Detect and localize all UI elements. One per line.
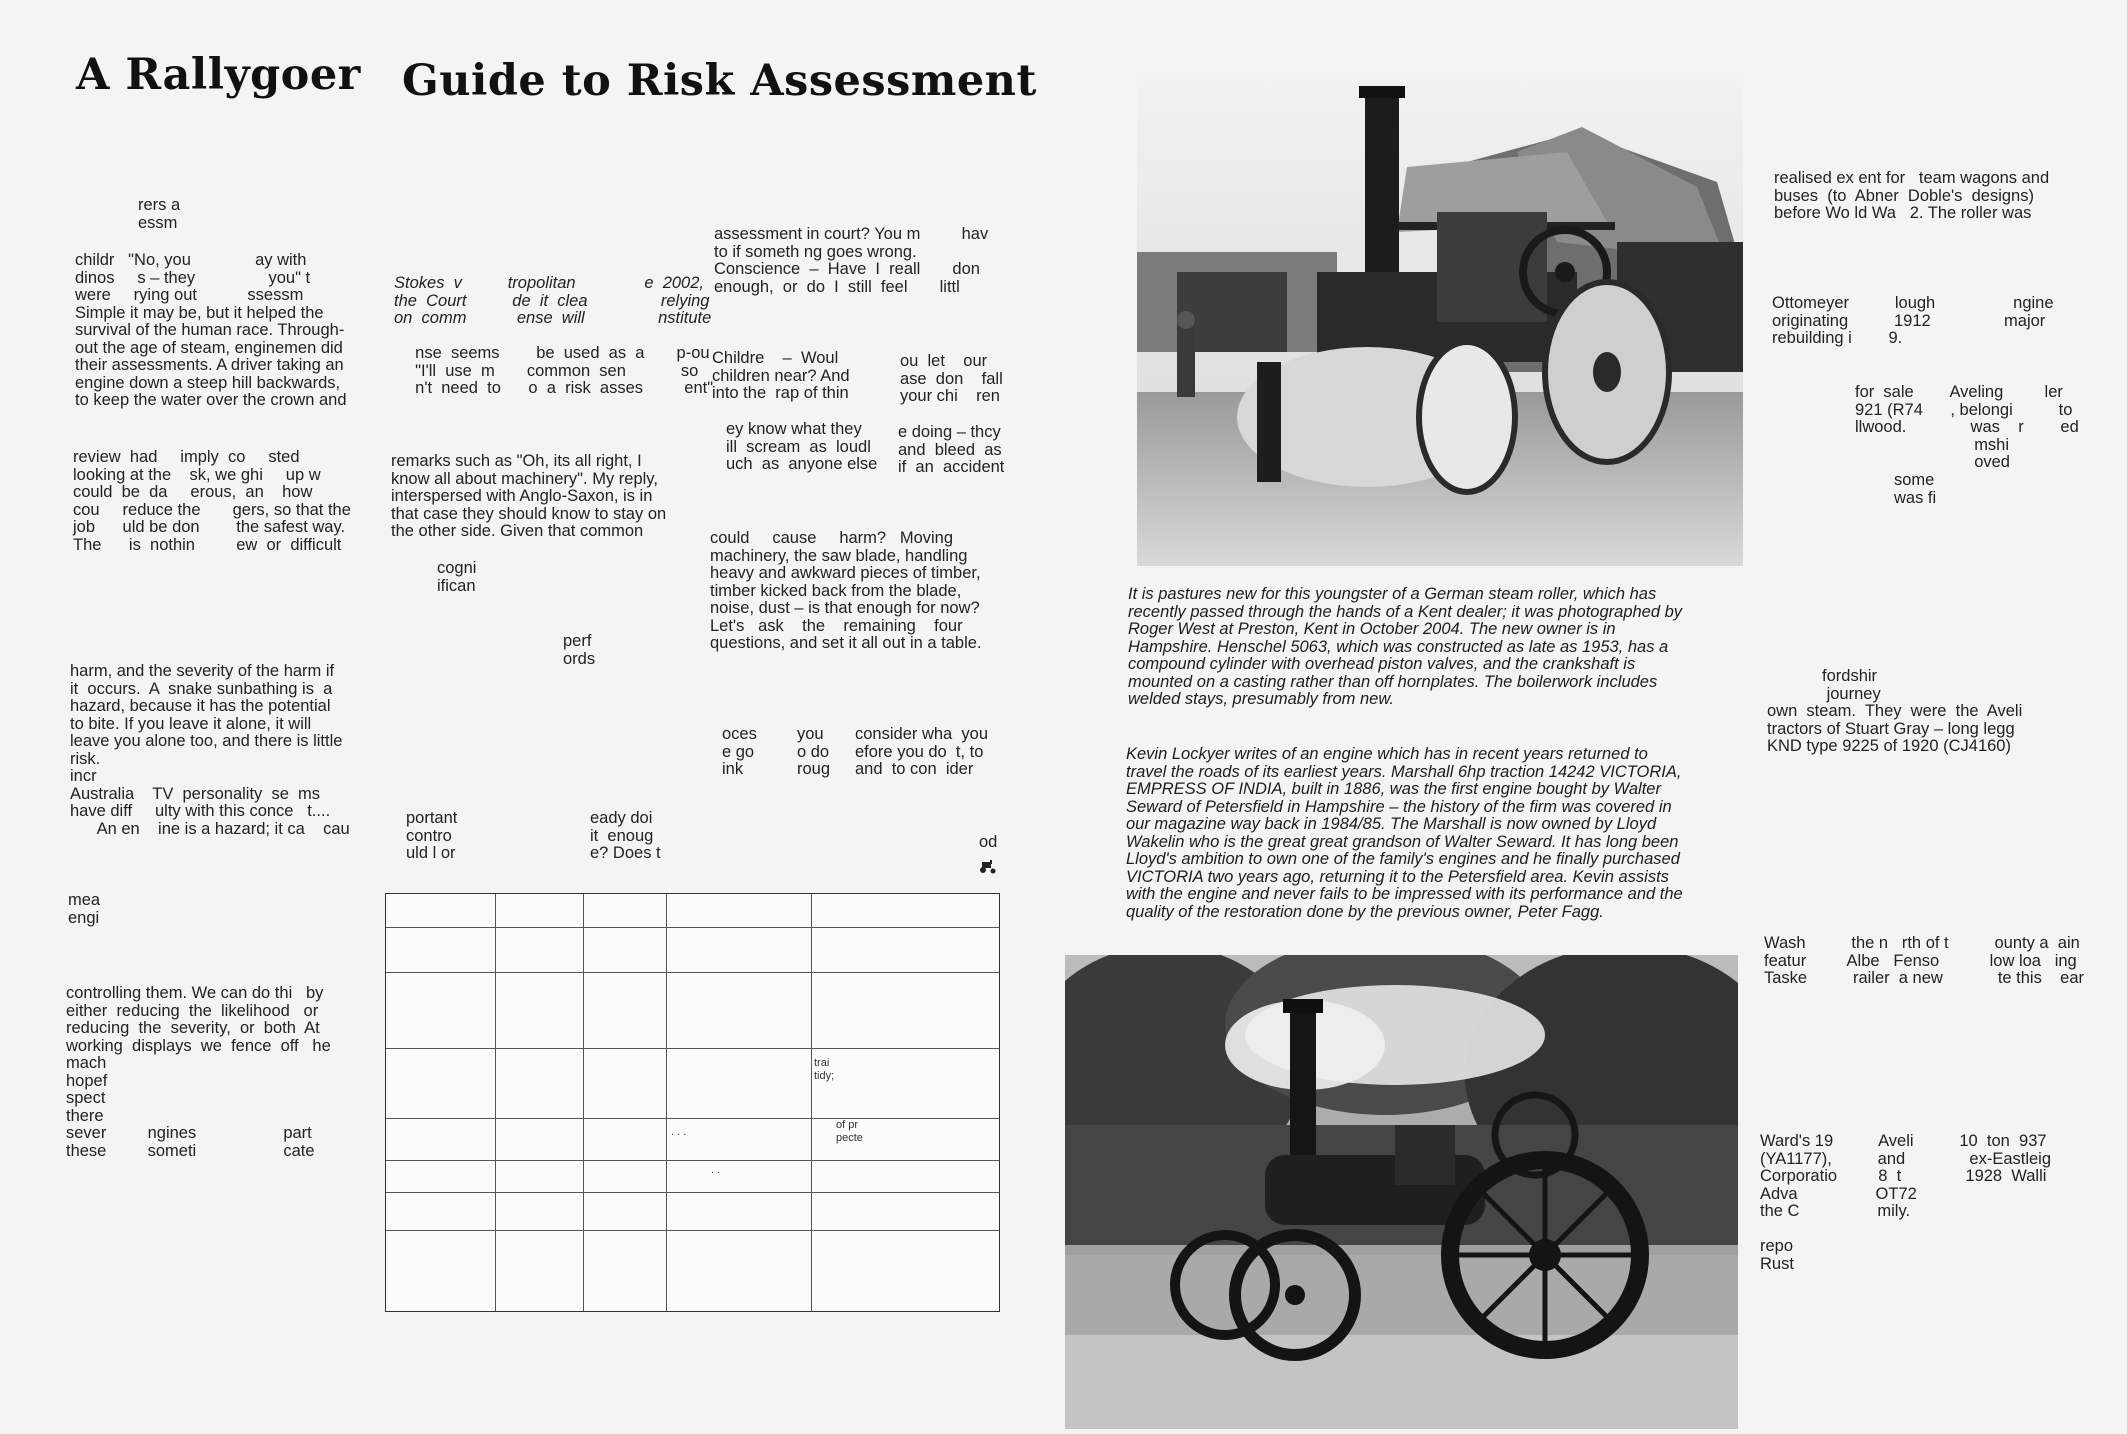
text-line: it occurs. A snake sunbathing is a	[70, 679, 333, 698]
text-line: An en ine is a hazard; it ca cau	[70, 819, 350, 838]
col3-block-e-left	[722, 726, 757, 779]
text-line: review had imply co sted	[73, 448, 300, 466]
text-line: recently passed through the hands of a Kent dealer; it was photographed by	[1128, 602, 1683, 621]
text-line: and bleed as	[898, 440, 1002, 459]
text-line: tractors of Stuart Gray – long legg	[1767, 719, 2015, 738]
text-line: consider wha you	[855, 725, 988, 743]
text-line: fordshir	[1767, 667, 1878, 685]
text-line: to keep the water over the crown and	[75, 391, 347, 409]
text-line: engi	[68, 908, 100, 927]
text-line: these someti cate	[66, 1141, 315, 1160]
text-line: was fi	[1894, 488, 1937, 507]
text-line: KND type 9225 of 1920 (CJ4160)	[1767, 737, 2011, 755]
text-line: reducing the severity, or both At	[66, 1019, 320, 1037]
text-line: efore you do t, to	[855, 742, 984, 761]
text-line: job uld be don the safest way.	[73, 518, 346, 536]
table-cell-text: pecte	[836, 1132, 863, 1144]
text-line: it enoug	[590, 826, 654, 845]
text-line: machinery, the saw blade, handling	[710, 546, 968, 565]
text-line: looking at the sk, we ghi up w	[73, 465, 321, 484]
text-line: ill scream as loudl	[726, 437, 871, 456]
col2-block-c	[391, 453, 666, 541]
text-line: mach	[66, 1054, 107, 1072]
text-line: Ottomeyer lough ngine	[1772, 294, 2054, 312]
text-line: ords	[563, 649, 596, 668]
text-line: assessment in court? You m hav	[714, 225, 989, 243]
text-line: e doing – thcy	[898, 423, 1001, 441]
text-line: on comm ense will nstitute	[394, 309, 712, 327]
steam-roller-caption	[1128, 586, 1682, 709]
col1-block-a	[138, 197, 180, 232]
text-line: children near? And	[712, 366, 850, 385]
text-line: ey know what they	[726, 420, 862, 438]
text-line: noise, dust – is that enough for now?	[710, 599, 980, 617]
col2-block-e	[563, 633, 595, 668]
text-line: our magazine way back in 1984/85. The Marshall is now owned by Lloyd	[1126, 815, 1657, 833]
col3-block-e-mid	[797, 726, 830, 779]
text-line: contro	[406, 826, 452, 845]
text-line: mshi	[1855, 435, 2010, 454]
text-line: Roger West at Preston, Kent in October 2004. The new owner is in	[1128, 620, 1616, 638]
text-line: ase don fall	[900, 369, 1003, 388]
text-line: cou reduce the gers, so that the	[73, 500, 351, 519]
table-cell-text: of pr	[836, 1119, 859, 1131]
col2-block-a	[394, 275, 711, 328]
col1-block-e	[68, 892, 100, 927]
right-block-f	[1764, 935, 2084, 988]
text-line: spect	[66, 1089, 106, 1107]
text-line: e go	[722, 742, 755, 761]
text-line	[1760, 1221, 2051, 1239]
text-line: with the engine and never fails to be impressed with its performance and the	[1126, 885, 1683, 903]
right-block-a	[1774, 170, 2049, 223]
col2-block-d	[437, 560, 476, 595]
text-line: sever ngines part	[66, 1124, 312, 1142]
text-line: Ward's 19 Aveli 10 ton 937	[1760, 1132, 2047, 1150]
text-line: dinos s – they you" t	[75, 268, 311, 287]
text-line: either reducing the likelihood or	[66, 1001, 319, 1020]
col2-block-f	[406, 810, 457, 863]
text-line: there	[66, 1106, 104, 1125]
col3-block-e-right	[855, 726, 988, 779]
text-line: Rust	[1760, 1254, 1794, 1273]
text-line: portant	[406, 809, 458, 827]
text-line: for sale Aveling ler	[1855, 383, 2063, 401]
text-line: timber kicked back from the blade,	[710, 581, 962, 600]
text-line: Simple it may be, but it helped the	[75, 303, 324, 322]
col2-block-g	[590, 810, 661, 863]
text-line: rers a	[138, 196, 181, 214]
text-line: engine down a steep hill backwards,	[75, 373, 341, 392]
text-line: compound cylinder with overhead piston valves, and the crankshaft is	[1128, 655, 1636, 673]
text-line: cogni	[437, 559, 477, 577]
title-left: A Rallygoer	[76, 50, 361, 100]
text-line: the Court de it clea relying	[394, 291, 710, 310]
text-line: own steam. They were the Aveli	[1767, 702, 2023, 720]
text-line: childr "No, you ay with	[75, 251, 307, 269]
text-line: survival of the human race. Through-	[75, 321, 345, 339]
table-cell-text: . . .	[671, 1126, 687, 1138]
text-line: buses (to Abner Doble's designs)	[1774, 186, 2034, 205]
text-line: Adva OT72	[1760, 1184, 1917, 1203]
text-line: oved	[1855, 453, 2010, 471]
text-line: Australia TV personality se ms	[70, 784, 321, 803]
text-line: into the rap of thin	[712, 384, 849, 402]
text-line: originating 1912 major	[1772, 311, 2046, 330]
text-line: Corporatio 8 t 1928 Walli	[1760, 1167, 2047, 1185]
text-line: Seward of Petersfield in Hampshire – the history of the firm was covered in	[1126, 797, 1672, 816]
col3-block-b-right	[900, 353, 1003, 406]
text-line: oces	[722, 725, 757, 743]
text-line: Kevin Lockyer writes of an engine which has in recent years returned to	[1126, 745, 1648, 763]
text-line: essm	[138, 213, 178, 232]
text-line: o do	[797, 742, 830, 761]
text-line: you	[797, 725, 824, 743]
text-line: Conscience – Have I reall don	[714, 260, 980, 278]
table-cell-text: tidy;	[814, 1070, 835, 1082]
text-line: before Wo ld Wa 2. The roller was	[1774, 204, 2032, 222]
text-line: mea	[68, 891, 101, 909]
text-line: realised ex ent for team wagons and	[1774, 169, 2050, 187]
text-line: Wash the n rth of t ounty a ain	[1764, 934, 2080, 952]
text-line: the other side. Given that common	[391, 522, 644, 540]
text-line: n't need to o a risk asses ent"	[406, 379, 714, 397]
table-cell-text: trai	[814, 1057, 830, 1069]
text-line: questions, and set it all out in a table.	[710, 634, 982, 652]
text-line: VICTORIA two years ago, returning it to the Petersfield area. Kevin assists	[1126, 867, 1669, 886]
text-line: have diff ulty with this conce t....	[70, 802, 331, 820]
text-line: Wakelin who is the great great grandson of Walter Seward. It has long been	[1126, 832, 1679, 851]
text-line: Taske railer a new te this ear	[1764, 969, 2085, 987]
text-line: the C mily.	[1760, 1202, 1911, 1220]
text-line: uld l or	[406, 844, 456, 862]
text-line: hopef	[66, 1071, 108, 1090]
col1-block-f	[66, 985, 331, 1160]
text-line: to if someth ng goes wrong.	[714, 242, 917, 261]
text-line: out the age of steam, enginemen did	[75, 338, 343, 357]
col3-block-c-right	[898, 424, 1004, 477]
col3-block-a	[714, 226, 988, 296]
col3-block-c-left	[726, 421, 877, 474]
text-line: risk.	[70, 749, 101, 768]
text-line: that case they should know to stay on	[391, 504, 667, 523]
text-line: your chi ren	[900, 387, 1000, 405]
text-line: know all about machinery". My reply,	[391, 469, 658, 488]
text-line: interspersed with Anglo-Saxon, is in	[391, 487, 653, 505]
col1-block-d	[70, 663, 350, 838]
text-line: were rying out ssessm	[75, 286, 304, 304]
text-line: EMPRESS OF INDIA, built in 1886, was the first engine bought by Walter	[1126, 780, 1661, 798]
text-line: travel the roads of its earliest years. Marshall 6hp traction 14242 VICTORIA,	[1126, 762, 1682, 781]
text-line: roug	[797, 760, 831, 778]
text-line: e? Does t	[590, 844, 661, 862]
right-block-e	[1767, 668, 2022, 756]
victoria-caption	[1126, 746, 1683, 921]
text-line: "I'll use m common sen so	[406, 361, 699, 380]
text-line: controlling them. We can do thi by	[66, 984, 324, 1002]
text-line: quality of the restoration done by the previous owner, Peter Fagg.	[1126, 902, 1604, 921]
text-line: ifican	[437, 576, 476, 595]
text-line: ink	[722, 760, 744, 778]
traction-engine-photo	[1065, 955, 1738, 1429]
text-line: ou let our	[900, 352, 988, 370]
text-line: repo	[1760, 1237, 1794, 1255]
text-line: their assessments. A driver taking an	[75, 356, 344, 374]
risk-assessment-table	[385, 893, 1000, 1312]
col1-block-c	[73, 449, 351, 554]
right-block-b	[1772, 295, 2054, 348]
text-line: incr	[70, 767, 97, 785]
text-line: 921 (R74 , belongi to	[1855, 400, 2073, 419]
text-line: rebuilding i 9.	[1772, 329, 1903, 347]
text-line: Stokes v tropolitan e 2002,	[394, 274, 704, 292]
text-line: llwood. was r ed	[1855, 418, 2079, 436]
text-line: and to con ider	[855, 760, 974, 778]
text-line: remarks such as "Oh, its all right, I	[391, 452, 642, 470]
col3-block-f: od	[979, 833, 998, 851]
text-line: could cause harm? Moving	[710, 529, 954, 547]
text-line: Childre – Woul	[712, 349, 839, 367]
text-line: The is nothin ew or difficult	[73, 535, 342, 554]
text-line: Lloyd's ambition to own one of the family's engines and he finally purchased	[1126, 850, 1680, 868]
text-line: journey	[1767, 684, 1881, 703]
right-block-c	[1855, 384, 2079, 472]
steam-roller-photo	[1137, 72, 1743, 566]
traction-engine-image	[1065, 955, 1738, 1429]
text-line: welded stays, presumably from new.	[1128, 690, 1394, 708]
text-line: to bite. If you leave it alone, it will	[70, 714, 312, 733]
text-line: mounted on a casting rather than off hornplates. The boilerwork includes	[1128, 672, 1658, 691]
text-line: eady doi	[590, 809, 653, 827]
col1-block-b	[75, 252, 347, 410]
right-block-g	[1760, 1133, 2051, 1273]
right-block-d	[1894, 472, 1936, 507]
col3-block-d	[710, 530, 982, 653]
table-cell-text: . .	[711, 1164, 721, 1176]
steam-roller-image	[1137, 72, 1743, 566]
col2-block-b	[406, 345, 713, 398]
text-line: It is pastures new for this youngster of a German steam roller, which has	[1128, 585, 1657, 603]
text-line: enough, or do I still feel littl	[714, 277, 960, 296]
text-line: Hampshire. Henschel 5063, which was constructed as late as 1953, has a	[1128, 637, 1669, 656]
text-line: if an accident	[898, 458, 1005, 476]
text-line: hazard, because it has the potential	[70, 697, 331, 715]
text-line: nse seems be used as a p-ou	[406, 344, 710, 362]
text-line: heavy and awkward pieces of timber,	[710, 564, 981, 582]
title-right: Guide to Risk Assessment	[402, 56, 1037, 106]
text-line: uch as anyone else	[726, 455, 878, 473]
text-line: (YA1177), and ex-Eastleig	[1760, 1149, 2052, 1168]
text-line: Let's ask the remaining four	[710, 616, 963, 635]
text-line: leave you alone too, and there is little	[70, 732, 343, 750]
tractor-icon	[978, 860, 998, 874]
text-line: featur Albe Fenso low loa ing	[1764, 951, 2077, 970]
text-line: could be da erous, an how	[73, 483, 313, 501]
col3-block-b-left	[712, 350, 850, 403]
text-line: some	[1894, 471, 1935, 489]
text-line: perf	[563, 632, 592, 650]
text-line: harm, and the severity of the harm if	[70, 662, 335, 680]
text-line: working displays we fence off he	[66, 1036, 331, 1055]
